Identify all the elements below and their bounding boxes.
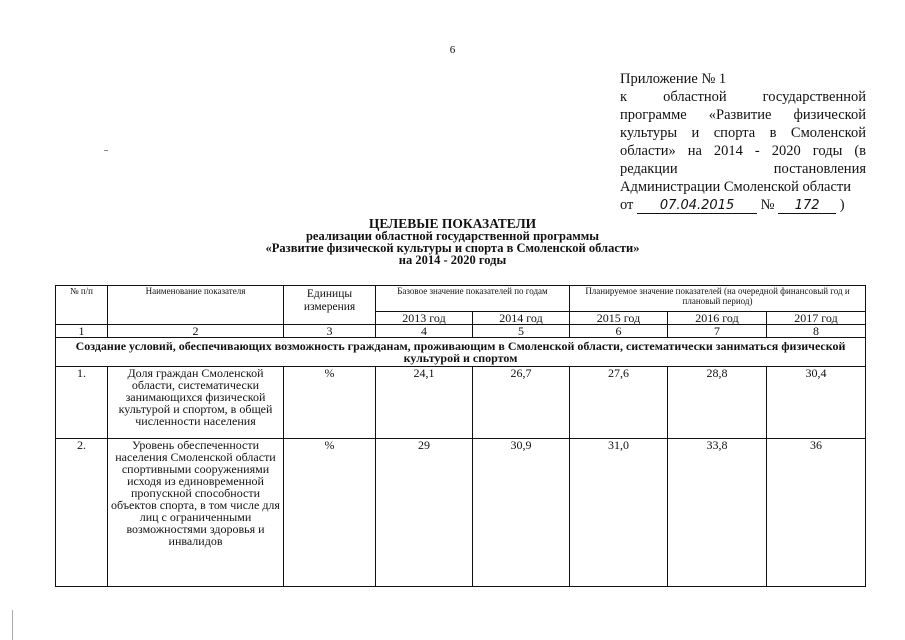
col-number: 4 <box>376 325 473 338</box>
title-line-4: на 2014 - 2020 годы <box>398 253 507 267</box>
appendix-block <box>620 70 866 214</box>
value-2014: 30,9 <box>473 439 570 587</box>
number-label: № <box>760 197 775 213</box>
page-number: 6 <box>449 44 456 56</box>
appendix-title: Приложение № 1 <box>620 71 727 87</box>
indicator-name: Уровень обеспеченности населения Смоленской области спортивными сооружениями исходя из единовременной пропускной способности объектов спорта, в том числе для лиц с ограниченными возможностями здоровья и инвалидов <box>108 439 284 587</box>
value-2017: 36 <box>767 439 866 587</box>
indicators-table <box>55 285 866 587</box>
appendix-date-line <box>620 196 866 214</box>
year-2014: 2014 год <box>473 312 570 325</box>
appendix-line: к областной государственной <box>620 89 866 105</box>
handwritten-date: 07.04.2015 <box>637 199 757 214</box>
appendix-line: программе «Развитие физической <box>620 107 866 123</box>
title-line-3: «Развитие физической культуры и спорта в Смоленской области» <box>265 241 640 255</box>
appendix-line: редакции постановления <box>620 161 866 177</box>
appendix-line: Администрации Смоленской области <box>620 179 852 195</box>
col-number: 8 <box>767 325 866 338</box>
year-2017: 2017 год <box>767 312 866 325</box>
column-numbers-row <box>56 325 866 338</box>
col-number: 1 <box>56 325 108 338</box>
value-2017: 30,4 <box>767 367 866 439</box>
header-unit: Единицы измерения <box>284 286 376 325</box>
value-2014: 26,7 <box>473 367 570 439</box>
table-row <box>56 439 866 587</box>
title-line-2: реализации областной государственной программы <box>305 229 600 243</box>
row-num: 2. <box>56 439 108 587</box>
from-label: от <box>620 197 634 213</box>
value-2016: 28,8 <box>668 367 767 439</box>
appendix-line: культуры и спорта в Смоленской <box>620 125 866 141</box>
value-2016: 33,8 <box>668 439 767 587</box>
value-2015: 27,6 <box>570 367 668 439</box>
col-number: 5 <box>473 325 570 338</box>
header-base: Базовое значение показателей по годам <box>376 286 570 312</box>
handwritten-number: 172 <box>778 199 836 214</box>
value-2013: 29 <box>376 439 473 587</box>
row-num: 1. <box>56 367 108 439</box>
document-title <box>200 218 705 266</box>
margin-line <box>12 610 13 640</box>
indicator-unit: % <box>284 439 376 587</box>
scan-artifact <box>104 150 108 151</box>
indicator-name: Доля граждан Смоленской области, систематически занимающихся физической культурой и спортом, в общей численности населения <box>108 367 284 439</box>
table-row <box>56 367 866 439</box>
appendix-line: области» на 2014 - 2020 годы (в <box>620 143 866 159</box>
col-number: 3 <box>284 325 376 338</box>
title-line-1: ЦЕЛЕВЫЕ ПОКАЗАТЕЛИ <box>368 216 537 231</box>
indicator-unit: % <box>284 367 376 439</box>
col-number: 2 <box>108 325 284 338</box>
col-number: 7 <box>668 325 767 338</box>
header-planned: Планируемое значение показателей (на очередной финансовый год и плановый период) <box>570 286 866 312</box>
year-2013: 2013 год <box>376 312 473 325</box>
value-2015: 31,0 <box>570 439 668 587</box>
section-heading: Создание условий, обеспечивающих возможность гражданам, проживающим в Смоленской области, систематически заниматься физической культурой и спортом <box>56 338 866 367</box>
header-name: Наименование показателя <box>108 286 284 325</box>
closing-paren: ) <box>839 197 845 213</box>
value-2013: 24,1 <box>376 367 473 439</box>
header-row <box>56 286 866 312</box>
year-2015: 2015 год <box>570 312 668 325</box>
section-row <box>56 338 866 367</box>
col-number: 6 <box>570 325 668 338</box>
year-2016: 2016 год <box>668 312 767 325</box>
header-num: № п/п <box>56 286 108 325</box>
